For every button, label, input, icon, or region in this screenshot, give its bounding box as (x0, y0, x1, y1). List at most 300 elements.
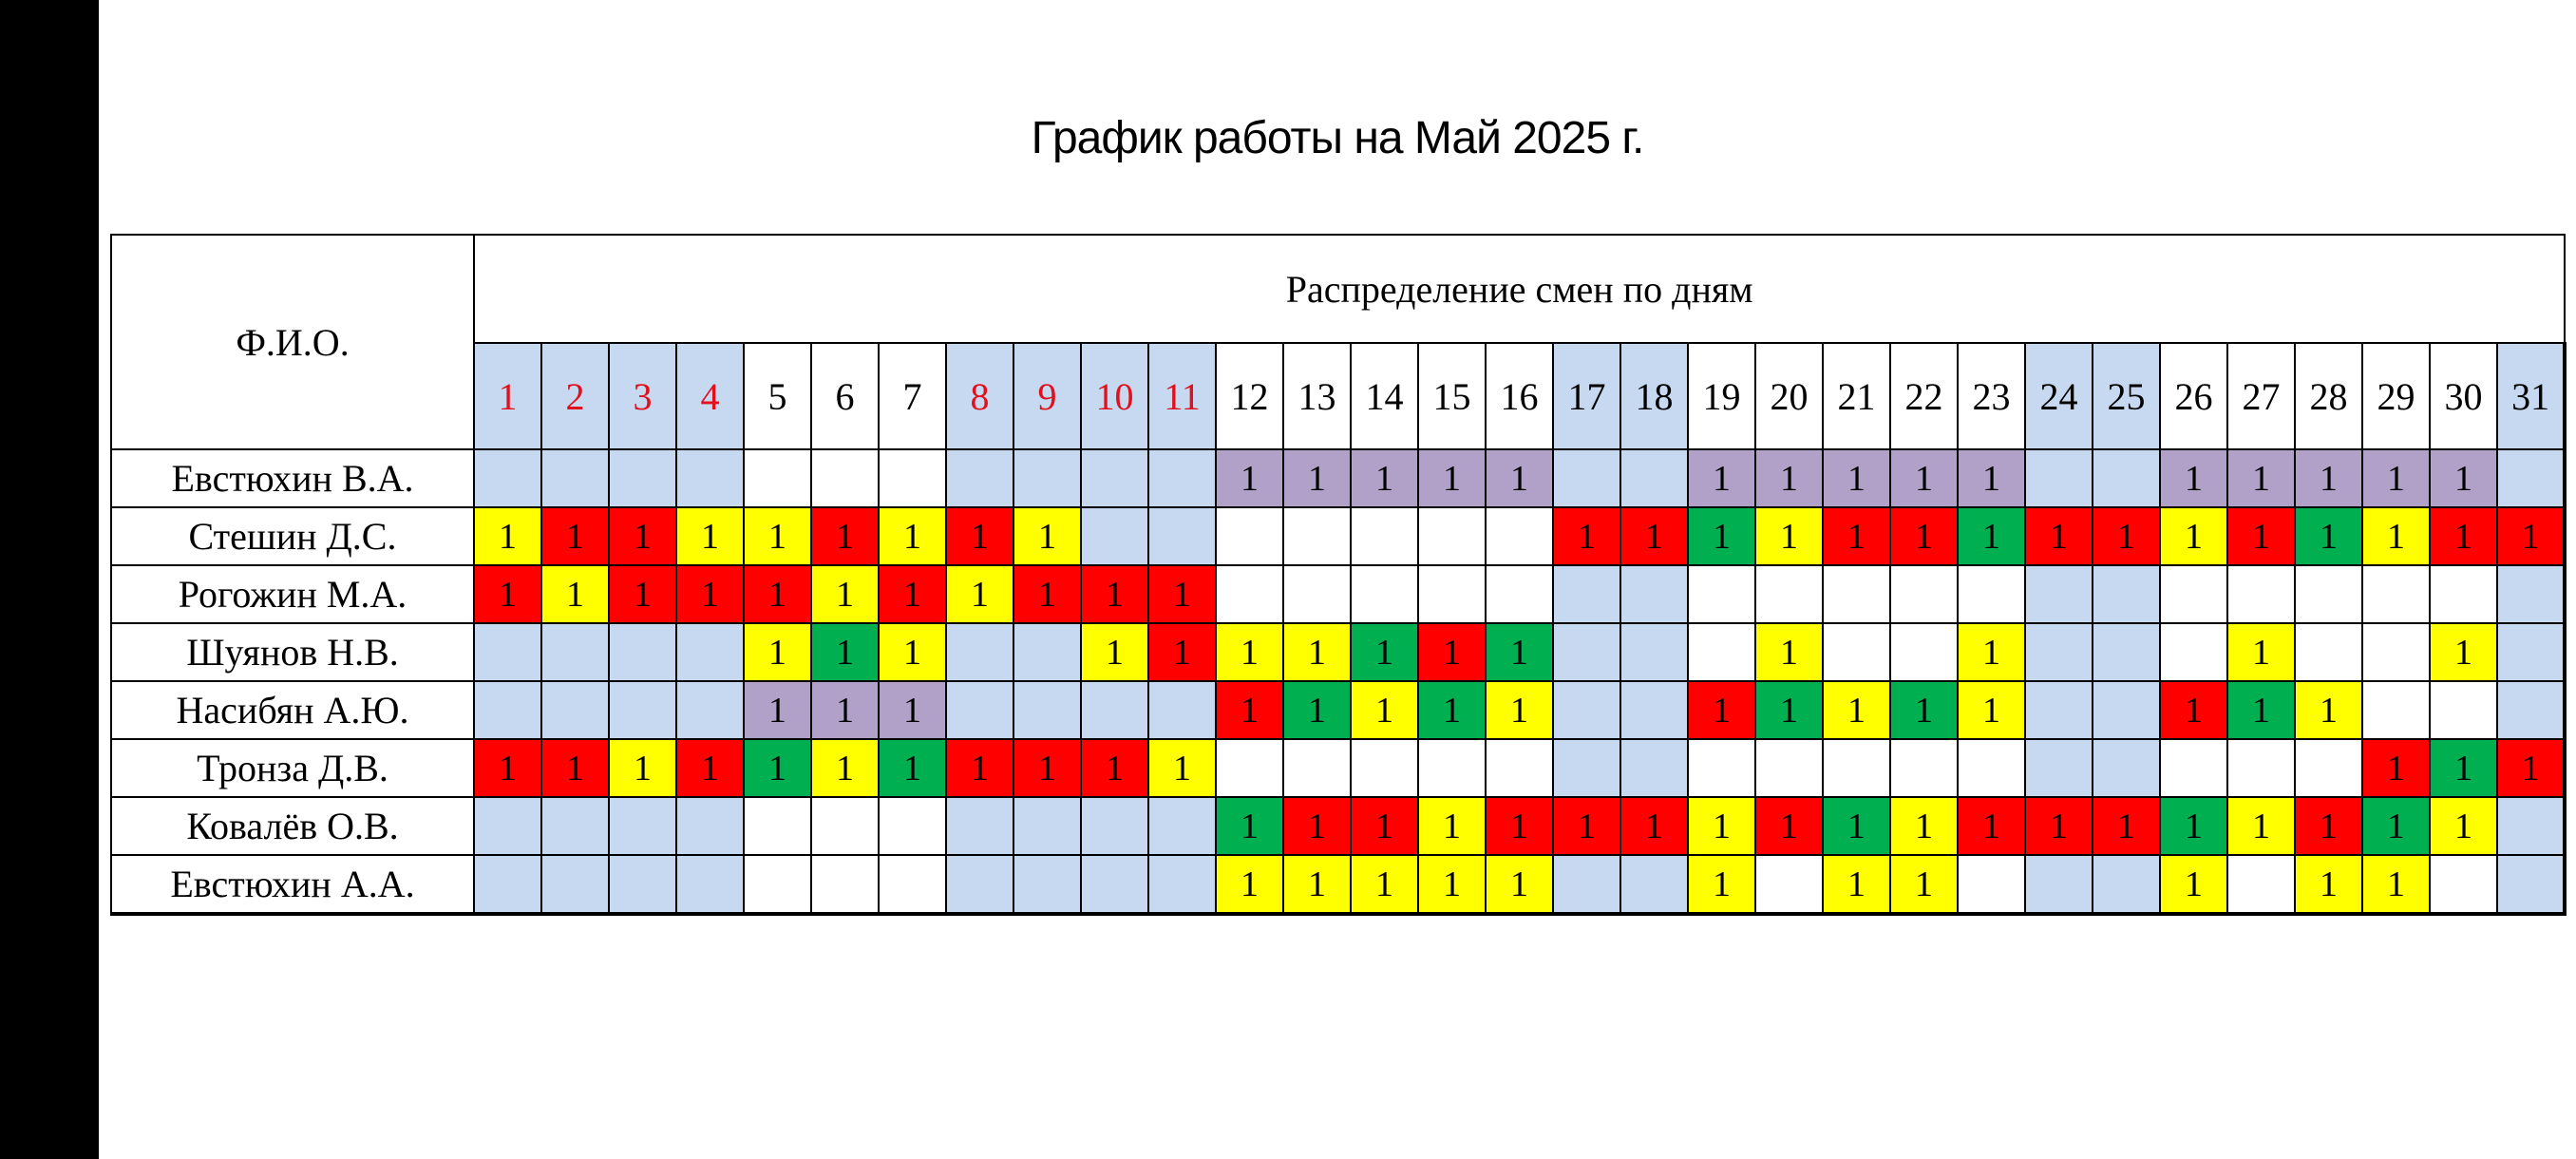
day-header-28[interactable]: 28 (2295, 343, 2362, 449)
shift-cell[interactable] (946, 855, 1013, 914)
shift-cell[interactable] (2025, 565, 2093, 623)
shift-cell[interactable]: 1 (2160, 855, 2227, 914)
shift-cell[interactable]: 1 (1823, 855, 1890, 914)
shift-cell[interactable]: 1 (1486, 797, 1553, 855)
shift-cell[interactable] (1620, 623, 1688, 681)
shift-cell[interactable]: 1 (1553, 797, 1620, 855)
shift-cell[interactable] (676, 797, 744, 855)
day-header-5[interactable]: 5 (744, 343, 811, 449)
shift-cell[interactable] (1958, 855, 2025, 914)
shift-cell[interactable] (474, 797, 541, 855)
shift-cell[interactable] (2497, 681, 2565, 739)
day-header-19[interactable]: 19 (1688, 343, 1755, 449)
shift-cell[interactable] (474, 681, 541, 739)
days-header-row (111, 343, 2565, 449)
shift-cell[interactable] (2295, 623, 2362, 681)
shift-cell[interactable]: 1 (1958, 623, 2025, 681)
shift-cell[interactable] (1620, 739, 1688, 797)
shift-cell[interactable] (2160, 623, 2227, 681)
shift-cell[interactable] (2497, 565, 2565, 623)
shift-cell[interactable]: 1 (811, 739, 879, 797)
day-header-31[interactable]: 31 (2497, 343, 2565, 449)
shift-cell[interactable] (1148, 507, 1216, 565)
shift-cell[interactable] (1755, 739, 1823, 797)
shift-cell[interactable] (676, 449, 744, 507)
shift-cell[interactable]: 1 (2362, 739, 2430, 797)
shift-cell[interactable] (1688, 565, 1755, 623)
shift-cell[interactable]: 1 (1418, 797, 1486, 855)
shift-cell[interactable] (1620, 681, 1688, 739)
shift-cell[interactable]: 1 (879, 565, 946, 623)
day-header-13[interactable]: 13 (1283, 343, 1351, 449)
shift-cell[interactable] (1688, 623, 1755, 681)
shift-cell[interactable]: 1 (811, 623, 879, 681)
shift-cell[interactable] (2295, 739, 2362, 797)
shift-cell[interactable] (811, 855, 879, 914)
day-header-21[interactable]: 21 (1823, 343, 1890, 449)
shift-cell[interactable] (1553, 681, 1620, 739)
day-header-11[interactable]: 11 (1148, 343, 1216, 449)
shift-cell[interactable] (1688, 739, 1755, 797)
shift-cell[interactable] (744, 855, 811, 914)
employee-name[interactable]: Стешин Д.С. (111, 507, 474, 565)
shift-cell[interactable]: 1 (2227, 681, 2295, 739)
employee-name[interactable]: Тронза Д.В. (111, 739, 474, 797)
shift-cell[interactable] (1553, 855, 1620, 914)
shift-cell[interactable]: 1 (676, 507, 744, 565)
shift-cell[interactable]: 1 (1688, 507, 1755, 565)
day-header-6[interactable]: 6 (811, 343, 879, 449)
shift-cell[interactable] (1890, 565, 1958, 623)
shift-cell[interactable]: 1 (1688, 449, 1755, 507)
shift-cell[interactable] (1351, 739, 1418, 797)
shift-cell[interactable] (609, 855, 676, 914)
shift-cell[interactable]: 1 (2497, 507, 2565, 565)
shift-cell[interactable]: 1 (1620, 507, 1688, 565)
shift-cell[interactable]: 1 (1081, 565, 1148, 623)
shift-cell[interactable]: 1 (811, 681, 879, 739)
shift-cell[interactable]: 1 (1081, 623, 1148, 681)
shift-cell[interactable]: 1 (474, 507, 541, 565)
shift-cell[interactable] (1418, 507, 1486, 565)
day-header-29[interactable]: 29 (2362, 343, 2430, 449)
shift-cell[interactable] (2025, 739, 2093, 797)
table-row (111, 855, 2565, 914)
schedule-body (111, 449, 2565, 914)
shift-cell[interactable] (2227, 565, 2295, 623)
shift-cell[interactable]: 1 (744, 739, 811, 797)
shift-cell[interactable] (946, 797, 1013, 855)
shift-cell[interactable] (1013, 681, 1081, 739)
shift-cell[interactable] (676, 681, 744, 739)
shift-cell[interactable]: 1 (609, 739, 676, 797)
day-header-8[interactable]: 8 (946, 343, 1013, 449)
shift-cell[interactable]: 1 (946, 739, 1013, 797)
spreadsheet-page (99, 0, 2576, 1159)
day-header-26[interactable]: 26 (2160, 343, 2227, 449)
shift-cell[interactable] (1553, 623, 1620, 681)
shift-cell[interactable]: 1 (946, 507, 1013, 565)
shift-cell[interactable] (2227, 739, 2295, 797)
day-header-10[interactable]: 10 (1081, 343, 1148, 449)
shift-cell[interactable] (1418, 739, 1486, 797)
shift-cell[interactable] (744, 449, 811, 507)
shift-cell[interactable] (1486, 739, 1553, 797)
shift-cell[interactable]: 1 (1958, 507, 2025, 565)
shift-cell[interactable] (1351, 507, 1418, 565)
shift-cell[interactable] (1081, 449, 1148, 507)
shift-cell[interactable]: 1 (609, 507, 676, 565)
shift-cell[interactable] (744, 797, 811, 855)
shift-cell[interactable] (1890, 739, 1958, 797)
shift-cell[interactable] (879, 855, 946, 914)
shift-cell[interactable]: 1 (2227, 623, 2295, 681)
shift-cell[interactable] (1148, 681, 1216, 739)
day-header-15[interactable]: 15 (1418, 343, 1486, 449)
shift-cell[interactable]: 1 (1620, 797, 1688, 855)
shift-cell[interactable]: 1 (1823, 507, 1890, 565)
shift-distribution-header: Распределение смен по дням (474, 235, 2565, 343)
shift-cell[interactable] (2160, 565, 2227, 623)
shift-cell[interactable]: 1 (2295, 681, 2362, 739)
employee-name[interactable]: Шуянов Н.В. (111, 623, 474, 681)
shift-cell[interactable]: 1 (1486, 681, 1553, 739)
shift-cell[interactable]: 1 (1283, 623, 1351, 681)
shift-cell[interactable] (2093, 623, 2160, 681)
shift-cell[interactable] (946, 681, 1013, 739)
shift-cell[interactable]: 1 (1688, 855, 1755, 914)
shift-cell[interactable]: 1 (541, 739, 609, 797)
shift-cell[interactable]: 1 (1418, 449, 1486, 507)
shift-cell[interactable] (1958, 565, 2025, 623)
shift-cell[interactable]: 1 (1890, 797, 1958, 855)
shift-cell[interactable]: 1 (2160, 797, 2227, 855)
shift-cell[interactable]: 1 (1283, 797, 1351, 855)
shift-cell[interactable]: 1 (1418, 681, 1486, 739)
shift-cell[interactable]: 1 (1351, 855, 1418, 914)
employee-name[interactable]: Евстюхин А.А. (111, 855, 474, 914)
shift-cell[interactable] (1351, 565, 1418, 623)
shift-cell[interactable]: 1 (879, 739, 946, 797)
shift-cell[interactable]: 1 (1148, 565, 1216, 623)
shift-cell[interactable] (541, 797, 609, 855)
shift-cell[interactable] (1216, 739, 1283, 797)
shift-cell[interactable]: 1 (2025, 507, 2093, 565)
shift-cell[interactable]: 1 (2430, 739, 2497, 797)
shift-cell[interactable] (2497, 623, 2565, 681)
day-header-14[interactable]: 14 (1351, 343, 1418, 449)
shift-cell[interactable]: 1 (541, 565, 609, 623)
day-header-2[interactable]: 2 (541, 343, 609, 449)
header-row-top (111, 235, 2565, 343)
shift-cell[interactable] (1081, 797, 1148, 855)
shift-cell[interactable] (1081, 681, 1148, 739)
shift-cell[interactable] (1013, 623, 1081, 681)
shift-cell[interactable] (541, 855, 609, 914)
shift-cell[interactable]: 1 (1755, 681, 1823, 739)
shift-cell[interactable] (1283, 739, 1351, 797)
day-header-12[interactable]: 12 (1216, 343, 1283, 449)
shift-cell[interactable]: 1 (1216, 855, 1283, 914)
shift-cell[interactable] (609, 623, 676, 681)
table-row (111, 565, 2565, 623)
shift-cell[interactable] (2227, 855, 2295, 914)
shift-cell[interactable]: 1 (541, 507, 609, 565)
shift-cell[interactable] (1823, 565, 1890, 623)
shift-cell[interactable]: 1 (676, 739, 744, 797)
shift-cell[interactable]: 1 (1958, 681, 2025, 739)
page-title: График работы на Май 2025 г. (1031, 113, 1644, 163)
day-header-1[interactable]: 1 (474, 343, 541, 449)
shift-cell[interactable]: 1 (1216, 797, 1283, 855)
day-header-30[interactable]: 30 (2430, 343, 2497, 449)
table-row (111, 449, 2565, 507)
shift-cell[interactable]: 1 (2295, 507, 2362, 565)
shift-cell[interactable] (541, 449, 609, 507)
shift-cell[interactable]: 1 (474, 739, 541, 797)
day-header-4[interactable]: 4 (676, 343, 744, 449)
shift-cell[interactable]: 1 (2362, 449, 2430, 507)
shift-cell[interactable] (2025, 681, 2093, 739)
shift-cell[interactable]: 1 (1351, 797, 1418, 855)
shift-cell[interactable] (2025, 855, 2093, 914)
shift-cell[interactable]: 1 (1890, 449, 1958, 507)
shift-cell[interactable]: 1 (1890, 507, 1958, 565)
shift-cell[interactable]: 1 (1755, 449, 1823, 507)
day-header-25[interactable]: 25 (2093, 343, 2160, 449)
day-header-20[interactable]: 20 (1755, 343, 1823, 449)
shift-cell[interactable] (1620, 565, 1688, 623)
shift-cell[interactable]: 1 (2362, 797, 2430, 855)
shift-cell[interactable] (2093, 449, 2160, 507)
shift-cell[interactable] (474, 623, 541, 681)
shift-cell[interactable]: 1 (1688, 681, 1755, 739)
shift-cell[interactable]: 1 (1890, 855, 1958, 914)
day-header-7[interactable]: 7 (879, 343, 946, 449)
shift-cell[interactable]: 1 (2430, 623, 2497, 681)
shift-cell[interactable]: 1 (1418, 623, 1486, 681)
shift-cell[interactable]: 1 (744, 623, 811, 681)
shift-cell[interactable]: 1 (1958, 797, 2025, 855)
shift-cell[interactable]: 1 (2227, 507, 2295, 565)
shift-cell[interactable] (1486, 565, 1553, 623)
shift-cell[interactable] (2093, 565, 2160, 623)
shift-cell[interactable]: 1 (1890, 681, 1958, 739)
day-header-27[interactable]: 27 (2227, 343, 2295, 449)
table-row (111, 507, 2565, 565)
shift-cell[interactable]: 1 (1351, 449, 1418, 507)
day-header-23[interactable]: 23 (1958, 343, 2025, 449)
shift-cell[interactable] (1553, 739, 1620, 797)
day-header-16[interactable]: 16 (1486, 343, 1553, 449)
shift-cell[interactable]: 1 (2430, 449, 2497, 507)
shift-cell[interactable] (2362, 623, 2430, 681)
shift-cell[interactable]: 1 (1351, 623, 1418, 681)
shift-cell[interactable] (1081, 855, 1148, 914)
shift-cell[interactable] (474, 449, 541, 507)
shift-cell[interactable] (2295, 565, 2362, 623)
shift-cell[interactable]: 1 (609, 565, 676, 623)
shift-cell[interactable]: 1 (1418, 855, 1486, 914)
shift-cell[interactable]: 1 (1958, 449, 2025, 507)
shift-cell[interactable] (2025, 623, 2093, 681)
table-row (111, 739, 2565, 797)
shift-cell[interactable] (879, 797, 946, 855)
shift-cell[interactable] (1823, 623, 1890, 681)
day-header-9[interactable]: 9 (1013, 343, 1081, 449)
shift-cell[interactable]: 1 (2227, 449, 2295, 507)
shift-cell[interactable] (946, 623, 1013, 681)
shift-cell[interactable] (1553, 449, 1620, 507)
shift-cell[interactable] (1148, 855, 1216, 914)
shift-cell[interactable]: 1 (1216, 623, 1283, 681)
shift-cell[interactable] (1013, 797, 1081, 855)
shift-cell[interactable]: 1 (2430, 507, 2497, 565)
shift-cell[interactable]: 1 (2227, 797, 2295, 855)
shift-cell[interactable] (1216, 507, 1283, 565)
shift-cell[interactable]: 1 (2025, 797, 2093, 855)
day-header-22[interactable]: 22 (1890, 343, 1958, 449)
shift-cell[interactable]: 1 (1755, 507, 1823, 565)
shift-cell[interactable] (1958, 739, 2025, 797)
shift-cell[interactable]: 1 (879, 507, 946, 565)
shift-cell[interactable]: 1 (1486, 449, 1553, 507)
shift-cell[interactable] (1486, 507, 1553, 565)
shift-cell[interactable]: 1 (811, 565, 879, 623)
shift-cell[interactable] (1620, 449, 1688, 507)
day-header-18[interactable]: 18 (1620, 343, 1688, 449)
shift-cell[interactable] (1148, 797, 1216, 855)
shift-cell[interactable] (2093, 855, 2160, 914)
name-column-header: Ф.И.О. (111, 235, 474, 449)
day-header-17[interactable]: 17 (1553, 343, 1620, 449)
shift-cell[interactable]: 1 (2160, 681, 2227, 739)
shift-cell[interactable]: 1 (1823, 681, 1890, 739)
shift-cell[interactable]: 1 (2430, 797, 2497, 855)
shift-cell[interactable]: 1 (2093, 507, 2160, 565)
shift-cell[interactable] (1755, 565, 1823, 623)
shift-cell[interactable]: 1 (2093, 797, 2160, 855)
shift-cell[interactable] (609, 681, 676, 739)
shift-cell[interactable]: 1 (1688, 797, 1755, 855)
shift-cell[interactable]: 1 (744, 681, 811, 739)
shift-cell[interactable] (2497, 449, 2565, 507)
shift-cell[interactable] (1013, 449, 1081, 507)
shift-cell[interactable] (2093, 739, 2160, 797)
shift-cell[interactable]: 1 (1283, 855, 1351, 914)
shift-cell[interactable]: 1 (1486, 623, 1553, 681)
shift-cell[interactable]: 1 (474, 565, 541, 623)
shift-cell[interactable] (811, 797, 879, 855)
day-header-3[interactable]: 3 (609, 343, 676, 449)
shift-cell[interactable]: 1 (1283, 681, 1351, 739)
shift-cell[interactable]: 1 (1013, 565, 1081, 623)
shift-cell[interactable] (474, 855, 541, 914)
shift-cell[interactable]: 1 (2362, 855, 2430, 914)
shift-cell[interactable] (1283, 565, 1351, 623)
shift-cell[interactable] (1890, 623, 1958, 681)
shift-cell[interactable] (1013, 855, 1081, 914)
shift-cell[interactable]: 1 (2295, 797, 2362, 855)
shift-cell[interactable]: 1 (1148, 623, 1216, 681)
shift-cell[interactable]: 1 (2497, 739, 2565, 797)
shift-cell[interactable] (879, 449, 946, 507)
shift-cell[interactable] (1620, 855, 1688, 914)
shift-cell[interactable] (1553, 565, 1620, 623)
shift-cell[interactable]: 1 (2160, 449, 2227, 507)
shift-cell[interactable] (2093, 681, 2160, 739)
shift-cell[interactable]: 1 (1013, 739, 1081, 797)
shift-cell[interactable] (1283, 507, 1351, 565)
shift-cell[interactable] (541, 623, 609, 681)
employee-name[interactable]: Насибян А.Ю. (111, 681, 474, 739)
shift-cell[interactable]: 1 (2362, 507, 2430, 565)
shift-cell[interactable]: 1 (1351, 681, 1418, 739)
shift-cell[interactable]: 1 (1148, 739, 1216, 797)
shift-cell[interactable]: 1 (1553, 507, 1620, 565)
shift-cell[interactable]: 1 (811, 507, 879, 565)
shift-cell[interactable] (2430, 565, 2497, 623)
day-header-24[interactable]: 24 (2025, 343, 2093, 449)
shift-cell[interactable]: 1 (946, 565, 1013, 623)
shift-cell[interactable] (1148, 449, 1216, 507)
shift-cell[interactable] (2430, 681, 2497, 739)
shift-cell[interactable] (676, 623, 744, 681)
shift-cell[interactable] (676, 855, 744, 914)
table-row (111, 623, 2565, 681)
shift-cell[interactable] (1081, 507, 1148, 565)
shift-cell[interactable] (2362, 681, 2430, 739)
employee-name[interactable]: Евстюхин В.А. (111, 449, 474, 507)
shift-cell[interactable] (2497, 797, 2565, 855)
shift-cell[interactable]: 1 (1013, 507, 1081, 565)
shift-cell[interactable]: 1 (879, 681, 946, 739)
shift-cell[interactable] (609, 449, 676, 507)
employee-name[interactable]: Ковалёв О.В. (111, 797, 474, 855)
shift-cell[interactable] (609, 797, 676, 855)
shift-cell[interactable] (2362, 565, 2430, 623)
shift-cell[interactable] (2025, 449, 2093, 507)
shift-cell[interactable]: 1 (676, 565, 744, 623)
shift-cell[interactable]: 1 (1755, 623, 1823, 681)
shift-cell[interactable] (2497, 855, 2565, 914)
shift-cell[interactable] (2160, 739, 2227, 797)
shift-cell[interactable] (1418, 565, 1486, 623)
shift-cell[interactable]: 1 (1283, 449, 1351, 507)
shift-cell[interactable]: 1 (1755, 797, 1823, 855)
shift-cell[interactable]: 1 (1216, 681, 1283, 739)
shift-cell[interactable] (811, 449, 879, 507)
shift-cell[interactable]: 1 (744, 507, 811, 565)
shift-cell[interactable]: 1 (2160, 507, 2227, 565)
shift-cell[interactable]: 1 (2295, 855, 2362, 914)
shift-cell[interactable]: 1 (1823, 449, 1890, 507)
shift-cell[interactable] (946, 449, 1013, 507)
shift-cell[interactable]: 1 (744, 565, 811, 623)
shift-cell[interactable] (1823, 739, 1890, 797)
shift-cell[interactable] (541, 681, 609, 739)
shift-cell[interactable]: 1 (1486, 855, 1553, 914)
shift-cell[interactable]: 1 (1823, 797, 1890, 855)
shift-cell[interactable] (1216, 565, 1283, 623)
shift-cell[interactable] (2430, 855, 2497, 914)
shift-cell[interactable] (1755, 855, 1823, 914)
shift-cell[interactable]: 1 (1216, 449, 1283, 507)
shift-cell[interactable]: 1 (1081, 739, 1148, 797)
employee-name[interactable]: Рогожин М.А. (111, 565, 474, 623)
shift-cell[interactable]: 1 (2295, 449, 2362, 507)
shift-cell[interactable]: 1 (879, 623, 946, 681)
